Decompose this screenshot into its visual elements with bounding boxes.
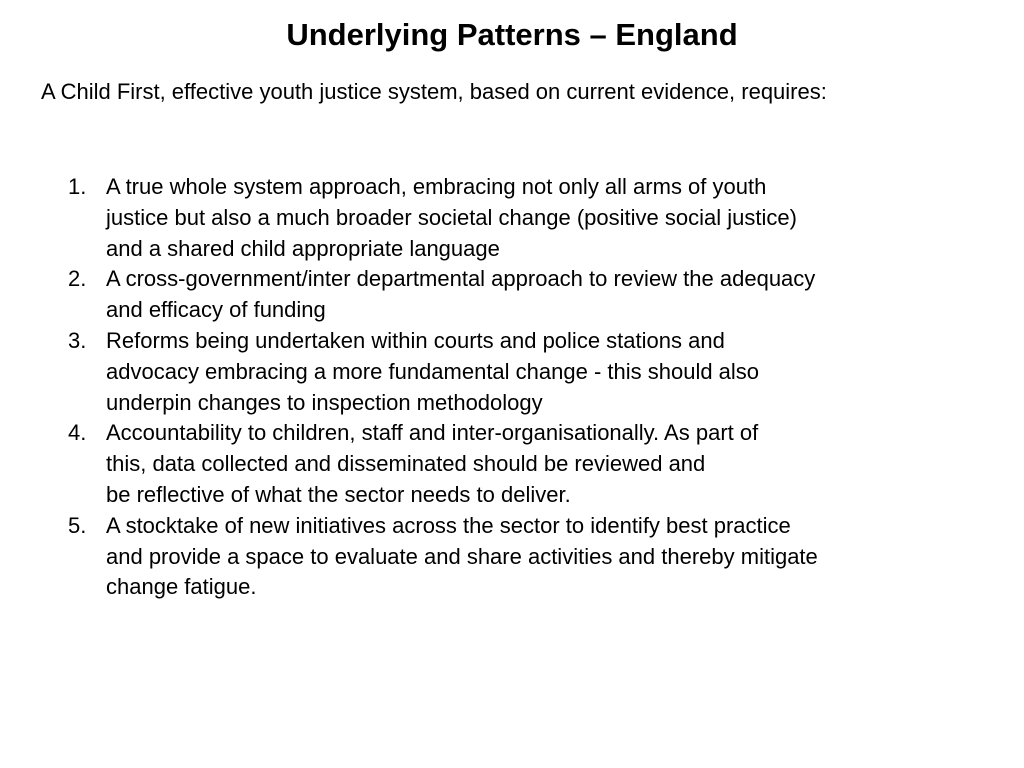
item-text-line: A true whole system approach, embracing not only all arms of youth — [106, 174, 767, 199]
item-text-line: advocacy embracing a more fundamental change - this should also — [106, 358, 760, 384]
list-item — [60, 264, 960, 326]
item-number: 1. — [68, 174, 87, 199]
item-number: 2. — [68, 266, 87, 292]
intro-text: A Child First, effective youth justice system, based on current evidence, requires: — [41, 79, 827, 104]
item-text-line: be reflective of what the sector needs to deliver. — [106, 481, 571, 507]
item-number: 4. — [68, 420, 87, 446]
item-text-line: A cross-government/inter departmental approach to review the adequacy — [106, 266, 816, 292]
list-item — [60, 326, 960, 418]
item-text-line: change fatigue. — [106, 574, 257, 600]
item-text-line: A stocktake of new initiatives across the sector to identify best practice — [106, 512, 791, 538]
item-number: 3. — [68, 327, 87, 353]
item-text-line: this, data collected and disseminated should be reviewed and — [106, 451, 706, 477]
list-item — [60, 418, 960, 510]
list-item — [60, 172, 960, 264]
item-text-line: justice but also a much broader societal change (positive social justice) — [106, 204, 797, 230]
item-number: 5. — [68, 512, 87, 538]
item-text-line: Accountability to children, staff and inter-organisationally. As part of — [106, 420, 759, 446]
list-item — [60, 511, 960, 603]
item-text-line: and a shared child appropriate language — [106, 235, 500, 261]
item-text-line: Reforms being undertaken within courts and police stations and — [106, 327, 725, 353]
slide-title: Underlying Patterns – England — [286, 17, 738, 52]
item-text-line: underpin changes to inspection methodology — [106, 389, 543, 415]
item-text-line: and efficacy of funding — [106, 297, 326, 323]
item-text-line: and provide a space to evaluate and share activities and thereby mitigate — [106, 543, 818, 569]
requirements-list — [60, 172, 960, 603]
